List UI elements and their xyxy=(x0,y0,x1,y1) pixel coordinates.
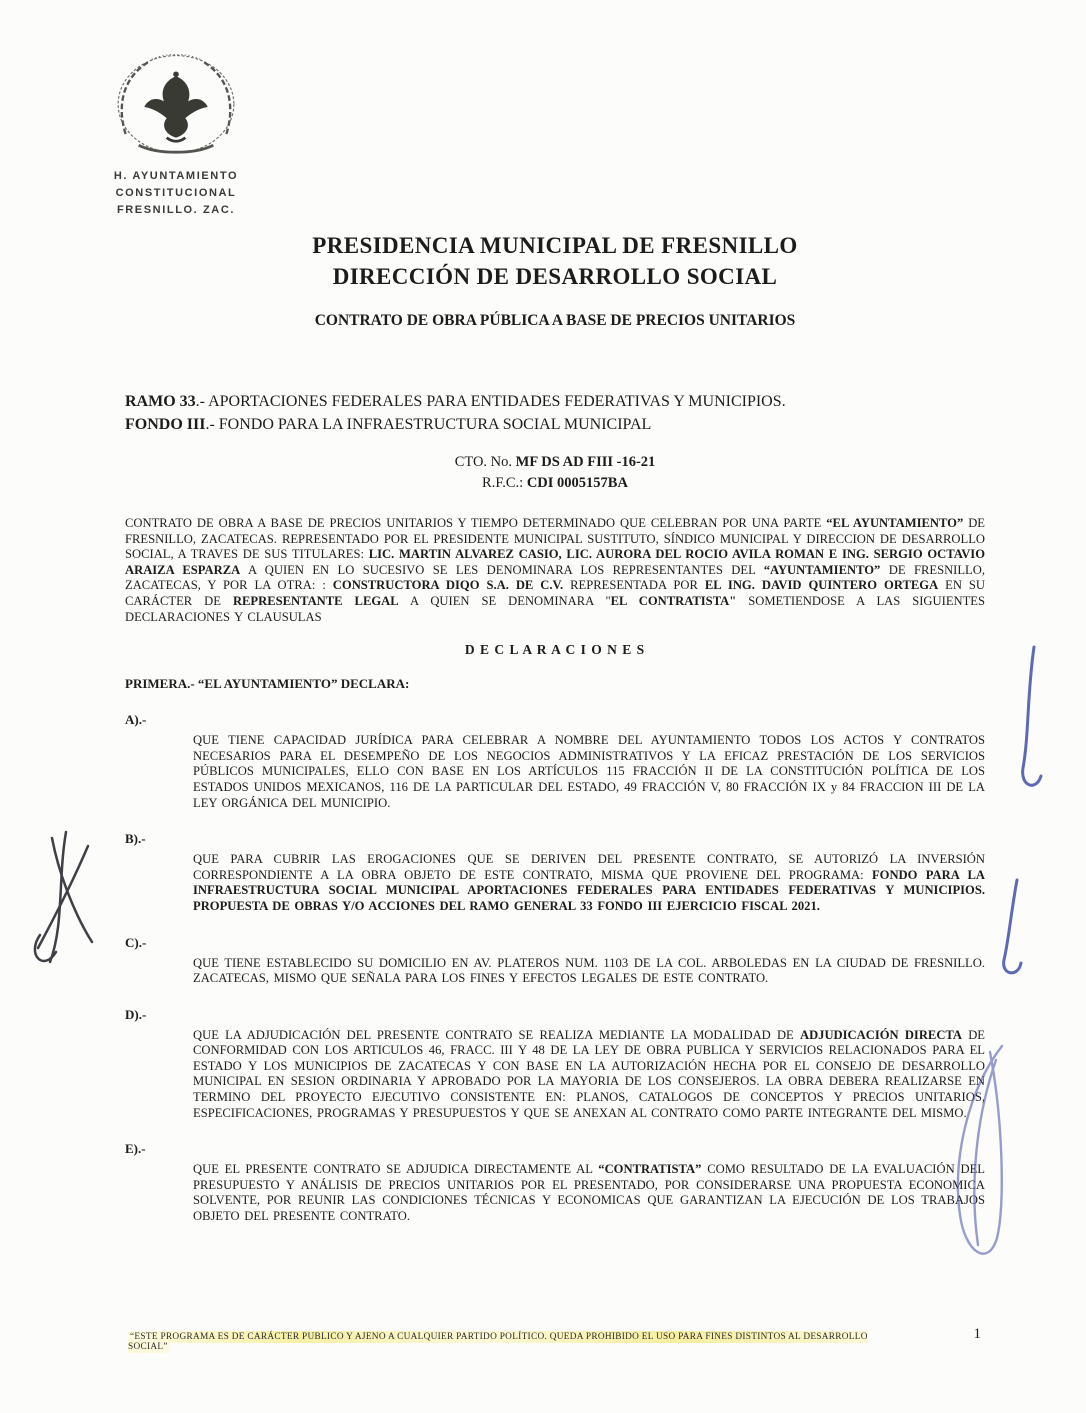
doc-title-line2: DIRECCIÓN DE DESARROLLO SOCIAL xyxy=(332,264,778,289)
contract-identifiers xyxy=(125,452,985,494)
logo-caption-line2: CONSTITUCIONAL xyxy=(115,187,237,199)
declaration-paragraph-e: QUE EL PRESENTE CONTRATO SE ADJUDICA DIRECTAMENTE AL “CONTRATISTA” COMO RESULTADO DE LA EVALUACIÓN DEL PRESUPUESTO Y ANÁLISIS DE PRECIOS UNITARIOS POR EL PRESENTADO, POR CONSIDERARSE UNA PROPUESTA ECONOMICA SOLVENTE, POR REUNIR LAS CONDICIONES TÉCNICAS Y ECONOMICAS QUE GARANTIZAN LA EJECUCIÓN DE LOS TRABAJOS OBJETO DEL PRESENTE CONTRATO. xyxy=(193,1162,985,1224)
doc-subtitle: CONTRATO DE OBRA PÚBLICA A BASE DE PRECIOS UNITARIOS xyxy=(314,312,796,329)
intro-paragraph: CONTRATO DE OBRA A BASE DE PRECIOS UNITARIOS Y TIEMPO DETERMINADO QUE CELEBRAN POR UNA PARTE “EL AYUNTAMIENTO” DE FRESNILLO, ZACATECAS. REPRESENTADO POR EL PRESIDENTE MUNICIPAL SUSTITUTO, SÍNDICO MUNICIPAL Y DIRECCION DE DESARROLLO SOCIAL, A TRAVES DE SUS TITULARES: LIC. MARTIN ALVAREZ CASIO, LIC. AURORA DEL ROCIO AVILA ROMAN E ING. SERGIO OCTAVIO ARAIZA ESPARZA A QUIEN EN LO SUCESIVO SE LES DENOMINARA LOS REPRESENTANTES DEL “AYUNTAMIENTO” DE FRESNILLO, ZACATECAS, Y POR LA OTRA: : CONSTRUCTORA DIQO S.A. DE C.V. REPRESENTADA POR EL ING. DAVID QUINTERO ORTEGA EN SU CARÁCTER DE REPRESENTANTE LEGAL A QUIEN SE DENOMINARA "EL CONTRATISTA" SOMETIENDOSE A LAS SIGUIENTES DECLARACIONES Y CLAUSULAS xyxy=(125,516,986,624)
doc-title-line1: PRESIDENCIA MUNICIPAL DE FRESNILLO xyxy=(312,233,798,258)
logo-caption xyxy=(98,168,254,219)
declaration-label-b: B).- xyxy=(125,831,146,847)
declaration-paragraph-b: QUE PARA CUBRIR LAS EROGACIONES QUE SE DERIVEN DEL PRESENTE CONTRATO, SE AUTORIZÓ LA INVERSIÓN CORRESPONDIENTE A LA OBRA OBJETO DE ESTE CONTRATO, MISMA QUE PROVIENE DEL PROGRAMA: FONDO PARA LA INFRAESTRUCTURA SOCIAL MUNICIPAL APORTACIONES FEDERALES PARA ENTIDADES FEDERATIVAS Y MUNICIPIOS. PROPUESTA DE OBRAS Y/O ACCIONES DEL RAMO GENERAL 33 FONDO III EJERCICIO FISCAL 2021. xyxy=(193,852,985,913)
fondo-line: FONDO III.- FONDO PARA LA INFRAESTRUCTURA SOCIAL MUNICIPAL xyxy=(125,416,652,433)
declaraciones-heading: D E C L A R A C I O N E S xyxy=(464,642,646,658)
declaration-label-e: E).- xyxy=(125,1141,146,1157)
handwritten-mark-right-1 xyxy=(1023,647,1041,785)
page-number: 1 xyxy=(973,1326,981,1342)
program-heading xyxy=(125,390,985,436)
declaration-paragraph-c: QUE TIENE ESTABLECIDO SU DOMICILIO EN AV. PLATEROS NUM. 1103 DE LA COL. ARBOLEDAS EN LA CIUDAD DE FRESNILLO. ZACATECAS, MISMO QUE SEÑALA PARA LOS FINES Y EFECTOS LEGALES DE ESTE CONTRATO. xyxy=(193,955,985,986)
declaration-item-c xyxy=(125,935,985,987)
declaration-label-a: A).- xyxy=(125,712,147,728)
ramo-line: RAMO 33.- APORTACIONES FEDERALES PARA ENTIDADES FEDERATIVAS Y MUNICIPIOS. xyxy=(125,393,786,410)
handwritten-scribble-left xyxy=(35,832,92,962)
logo-caption-line1: H. AYUNTAMIENTO xyxy=(113,170,239,182)
footer-disclaimer: “ESTE PROGRAMA ES DE CARÁCTER PUBLICO Y AJENO A CUALQUIER PARTIDO POLÍTICO. QUEDA PROHIBIDO EL USO PARA FINES DISTINTOS AL DESARROLLO SOCIAL” xyxy=(128,1332,868,1352)
declaration-item-a xyxy=(125,712,985,811)
contract-number: CTO. No. MF DS AD FIII -16-21 xyxy=(454,454,656,470)
document-body xyxy=(125,230,985,1225)
declaration-item-e xyxy=(125,1141,985,1224)
declaration-label-c: C).- xyxy=(125,934,147,950)
handwritten-mark-right-2 xyxy=(1004,880,1021,973)
declaration-paragraph-d: QUE LA ADJUDICACIÓN DEL PRESENTE CONTRATO SE REALIZA MEDIANTE LA MODALIDAD DE ADJUDICACIÓN DIRECTA DE CONFORMIDAD CON LOS ARTICULOS 46, FRACC. III Y 48 DE LA LEY DE OBRA PUBLICA Y SERVICIOS RELACIONADOS PARA EL ESTADO Y LOS MUNICIPIOS DE ZACATECAS Y CON BASE EN LA AUTORIZACIÓN HECHA POR EL CONSEJO DE DESARROLLO MUNICIPAL EN SESION ORDINARIA Y APROBADO POR LA MAYORIA DE LOS CONSEJEROS. LA OBRA DEBERA REALIZARSE EN TERMINO DEL PROYECTO EJECUTIVO CONSISTENTE EN: PLANOS, CATALOGOS DE CONCEPTOS Y PRECIOS UNITARIOS, ESPECIFICACIONES, PROGRAMAS Y PRESUPUESTOS Y QUE SE ANEXAN AL CONTRATO COMO PARTE INTEGRANTE DEL MISMO. xyxy=(193,1027,985,1120)
declaration-label-d: D).- xyxy=(125,1006,147,1022)
coat-of-arms-icon xyxy=(110,50,242,162)
declaration-paragraph-a: QUE TIENE CAPACIDAD JURÍDICA PARA CELEBRAR A NOMBRE DEL AYUNTAMIENTO TODOS LOS ACTOS Y CONTRATOS NECESARIOS PARA EL DESEMPEÑO DE LOS NEGOCIOS ADMINISTRATIVOS Y LA EFICAZ PRESTACIÓN DE LOS SERVICIOS PÚBLICOS MUNICIPALES, ELLO CON BASE EN LOS ARTÍCULOS 115 FRACCIÓN II DE LA CONSTITUCIÓN POLÍTICA DE LOS ESTADOS UNIDOS MEXICANOS, 116 DE LA PARTICULAR DEL ESTADO, 49 FRACCIÓN V, 80 FRACCIÓN IX y 84 FRACCION III DE LA LEY ORGÁNICA DEL MUNICIPIO. xyxy=(193,733,985,810)
rfc-number: R.F.C.: CDI 0005157BA xyxy=(482,475,628,491)
doc-title xyxy=(125,230,985,292)
municipal-seal xyxy=(98,50,254,219)
footer xyxy=(128,1332,868,1352)
logo-caption-line3: FRESNILLO. ZAC. xyxy=(116,204,236,216)
declaration-item-b xyxy=(125,831,985,914)
declaration-item-d xyxy=(125,1007,985,1122)
primera-declaration-heading: PRIMERA.- “EL AYUNTAMIENTO” DECLARA: xyxy=(125,676,410,692)
